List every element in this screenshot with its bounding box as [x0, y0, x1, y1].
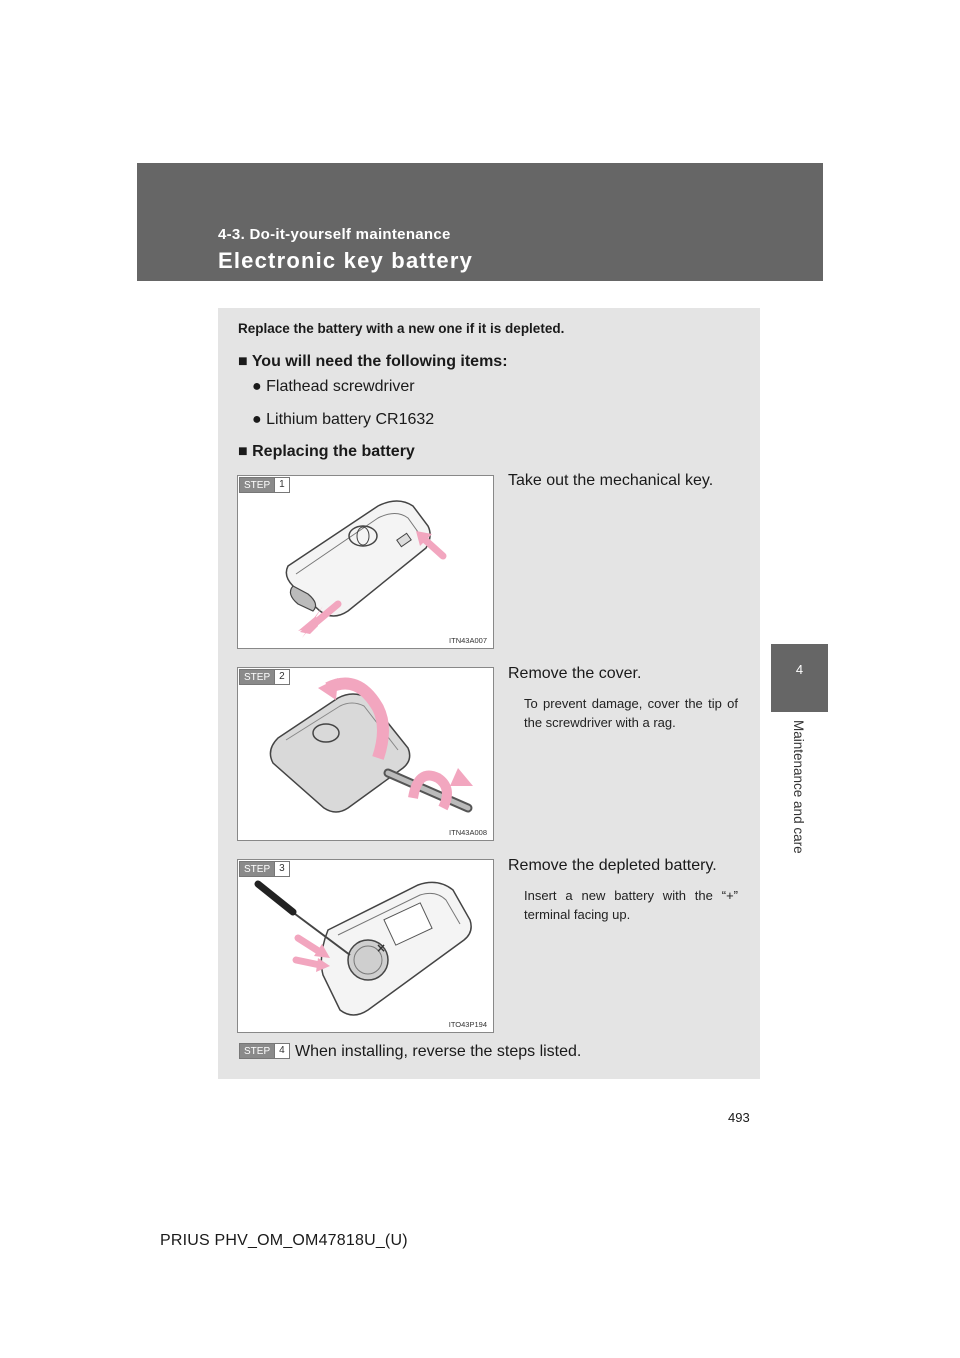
key-fob-illustration-2 — [238, 668, 495, 842]
footer-doc-code: PRIUS PHV_OM_OM47818U_(U) — [160, 1232, 408, 1249]
step-2-text: Remove the cover. — [508, 665, 642, 682]
figure-code: ITN43A007 — [449, 636, 487, 645]
item-battery: ● Lithium battery CR1632 — [252, 411, 435, 428]
step-2-tag: STEP 2 — [239, 669, 290, 685]
step-3-text: Remove the depleted battery. — [508, 857, 717, 874]
key-fob-illustration-1 — [238, 476, 495, 650]
page-title: Electronic key battery — [218, 248, 474, 273]
step-3-tag: STEP 3 — [239, 861, 290, 877]
section-label: 4-3. Do-it-yourself maintenance — [218, 226, 451, 243]
step-1-tag: STEP 1 — [239, 477, 290, 493]
step-4-text: When installing, reverse the steps listed. — [295, 1043, 582, 1060]
battery-illustration — [238, 860, 495, 1034]
chapter-tab — [771, 644, 828, 712]
chapter-label: Maintenance and care — [791, 720, 806, 854]
item-screwdriver: ● Flathead screwdriver — [252, 378, 415, 395]
step-4-tag: STEP 4 — [239, 1043, 290, 1059]
chapter-number: 4 — [795, 662, 804, 677]
figure-code: ITO43P194 — [448, 1020, 487, 1029]
step-2-note: To prevent damage, cover the tip of the screwdriver with a rag. — [524, 696, 738, 730]
page-number: 493 — [728, 1110, 750, 1125]
figure-code: ITN43A008 — [449, 828, 487, 837]
step-1-text: Take out the mechanical key. — [508, 472, 714, 489]
svg-text:×: × — [376, 941, 387, 955]
items-heading: ■ You will need the following items: — [238, 353, 508, 370]
figure-step-2 — [237, 667, 494, 841]
step-3-note: Insert a new battery with the “+” terminal facing up. — [524, 888, 738, 922]
figure-step-1 — [237, 475, 494, 649]
replace-heading: ■ Replacing the battery — [238, 443, 415, 460]
figure-step-3 — [237, 859, 494, 1033]
intro-text: Replace the battery with a new one if it is depleted. — [238, 321, 565, 336]
